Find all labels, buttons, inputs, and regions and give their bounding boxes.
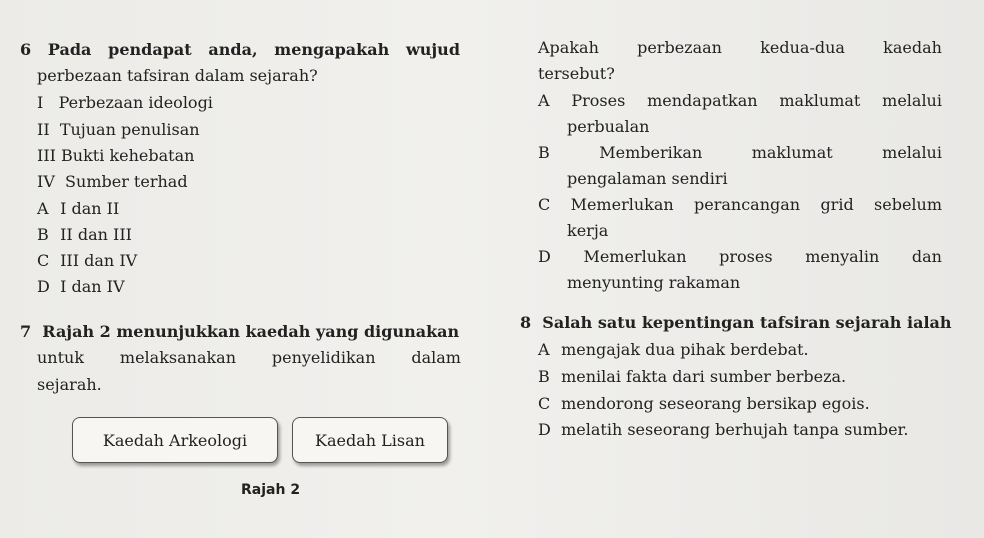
qr-option-a[interactable]: A Proses mendapatkan maklumat melalui [538,91,942,110]
qr-option-c-cont: kerja [567,221,609,240]
q7-stem-line1: 7 Rajah 2 menunjukkan kaedah yang digunakan [20,322,460,341]
q8-option-a[interactable]: A mengajak dua pihak berdebat. [538,340,809,359]
qr-option-d[interactable]: D Memerlukan proses menyalin dan [538,247,942,266]
q6-word: wujud [405,40,460,59]
q6-stem-line1: 6 Pada pendapat anda, mengapakah wujud [20,40,460,59]
rajah2-box-lisan: Kaedah Lisan [292,417,448,463]
q6-statement: I Perbezaan ideologi [37,93,213,112]
q6-word: mengapakah [274,40,390,59]
qr-option-b-cont: pengalaman sendiri [567,169,728,188]
q8-stem: 8 Salah satu kepentingan tafsiran sejarah ialah [520,313,952,332]
q7-stem-line3: sejarah. [37,375,102,394]
q6-statement: IV Sumber terhad [37,172,188,191]
q8-option-c[interactable]: C mendorong seseorang bersikap egois. [538,394,870,413]
q7-stem-line2: untuk melaksanakan penyelidikan dalam [37,348,461,367]
qr-stem-line1: Apakah perbezaan kedua-dua kaedah [538,38,942,57]
q6-option-c[interactable]: C III dan IV [37,251,138,270]
q6-word: Pada [47,40,92,59]
q6-statement: II Tujuan penulisan [37,120,200,139]
q6-option-b[interactable]: B II dan III [37,225,132,244]
qr-stem-line2: tersebut? [538,64,615,83]
qr-option-c[interactable]: C Memerlukan perancangan grid sebelum [538,195,942,214]
q6-option-a[interactable]: A I dan II [37,199,120,218]
q6-word: pendapat [108,40,192,59]
q6-word: anda, [208,40,258,59]
qr-option-b[interactable]: B Memberikan maklumat melalui [538,143,942,162]
q6-stem-line2: perbezaan tafsiran dalam sejarah? [37,66,318,85]
q6-statement: III Bukti kehebatan [37,146,195,165]
q6-option-d[interactable]: D I dan IV [37,277,125,296]
qr-option-d-cont: menyunting rakaman [567,273,741,292]
rajah2-box-arkeologi: Kaedah Arkeologi [72,417,278,463]
q8-option-d[interactable]: D melatih seseorang berhujah tanpa sumber. [538,420,909,439]
rajah2-caption: Rajah 2 [241,482,301,498]
q8-option-b[interactable]: B menilai fakta dari sumber berbeza. [538,367,847,386]
qr-option-a-cont: perbualan [567,117,650,136]
